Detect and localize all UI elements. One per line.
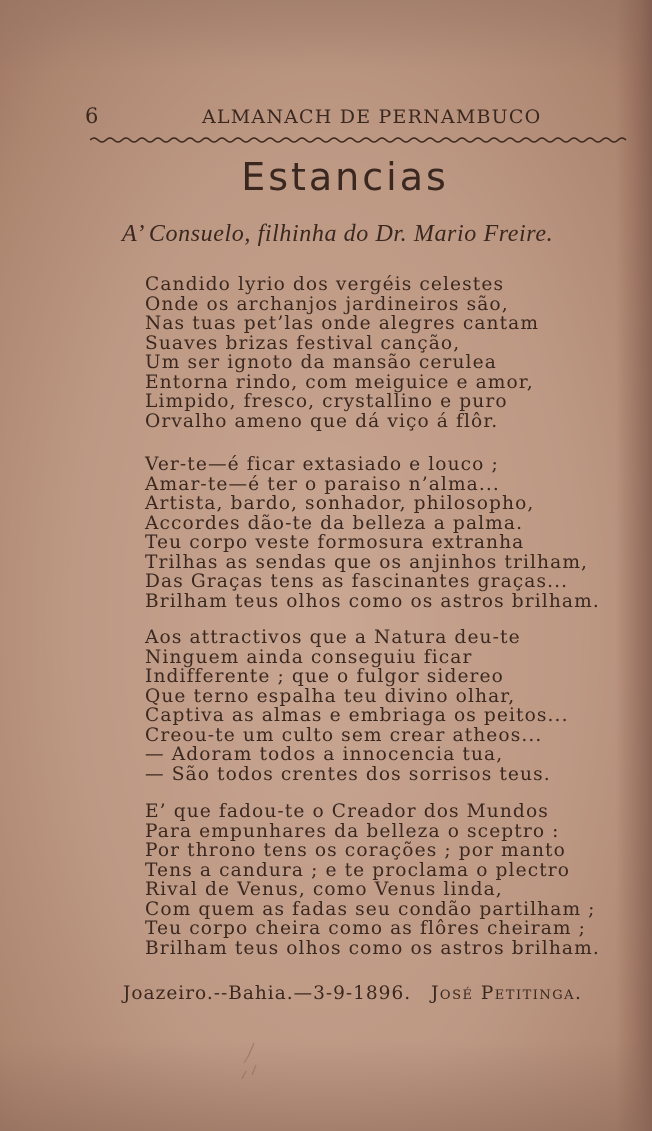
verse-line: Accordes dão-te da belleza a palma. — [145, 512, 524, 534]
verse-line: — São todos crentes dos sorrisos teus. — [145, 763, 551, 785]
verse-line: Aos attractivos que a Natura deu-te — [145, 627, 521, 648]
stanza-2 — [145, 455, 600, 611]
verse-line: Limpido, fresco, crystallino e puro — [145, 391, 508, 412]
verse-line: Por throno tens os corações ; por manto — [145, 840, 566, 861]
paper-shading-bottom — [0, 1041, 652, 1131]
verse-line: Ninguem ainda conseguiu ficar — [145, 646, 473, 668]
poem-dedication: A’ Consuelo, filhinha do Dr. Mario Freire. — [122, 221, 554, 247]
running-title: ALMANACH DE PERNAMBUCO — [202, 106, 542, 128]
verse-line: Onde os archanjos jardineiros são, — [145, 293, 509, 315]
verse-line: Teu corpo veste formosura extranha — [145, 532, 525, 553]
verse-line: Com quem as fadas seu condão partilham ; — [145, 898, 596, 920]
stanza-3 — [145, 628, 569, 784]
verse-line: Um ser ignoto da mansão cerulea — [145, 352, 497, 373]
verse-line: Creou-te um culto sem crear atheos... — [145, 724, 543, 746]
verse-line: E’ que fadou-te o Creador dos Mundos — [145, 801, 549, 822]
verse-line: Brilham teus olhos como os astros brilham. — [145, 937, 600, 959]
header-ornamental-rule — [90, 136, 630, 144]
page-header — [85, 104, 625, 132]
verse-line: Captiva as almas e embriaga os peitos... — [145, 705, 569, 726]
verse-line: Teu corpo cheira como as flôres cheiram ; — [145, 918, 587, 939]
verse-line: Rival de Venus, como Venus linda, — [145, 879, 503, 900]
author-name: José Petitinga. — [431, 983, 583, 1004]
paper-shading-top — [0, 0, 652, 70]
verse-line: Candido lyrio dos vergéis celestes — [145, 274, 505, 295]
verse-line: Indifferente ; que o fulgor sidereo — [145, 666, 504, 687]
verse-line: Entorna rindo, com meiguice e amor, — [145, 371, 534, 393]
poem-title: Estancias — [241, 155, 449, 199]
verse-line: Para empunhares da belleza o sceptro : — [145, 820, 560, 842]
verse-line: Orvalho ameno que dá viço á flôr. — [145, 410, 499, 432]
page-number: 6 — [85, 104, 100, 128]
place-date: Joazeiro.--Bahia.—3-9-1896. — [123, 983, 412, 1004]
stanza-4 — [145, 802, 600, 958]
verse-line: Nas tuas pet’las onde alegres cantam — [145, 313, 540, 334]
verse-line: Trilhas as sendas que os anjinhos trilham, — [145, 551, 589, 573]
verse-line: Ver-te—é ficar extasiado e louco ; — [145, 454, 499, 475]
verse-line: Brilham teus olhos como os astros brilham. — [145, 590, 600, 612]
paper-mark-icon — [226, 1035, 286, 1095]
verse-line: Tens a candura ; e te proclama o plectro — [145, 859, 571, 881]
verse-line: Amar-te—é ter o paraiso n’alma... — [145, 473, 500, 495]
stanza-1 — [145, 275, 539, 431]
verse-line: Que terno espalha teu divino olhar, — [145, 685, 516, 707]
verse-line: Artista, bardo, sonhador, philosopho, — [145, 493, 535, 514]
verse-line: — Adoram todos a innocencia tua, — [145, 744, 504, 765]
verse-line: Das Graças tens as fascinantes graças... — [145, 571, 569, 592]
verse-line: Suaves brizas festival canção, — [145, 332, 461, 354]
